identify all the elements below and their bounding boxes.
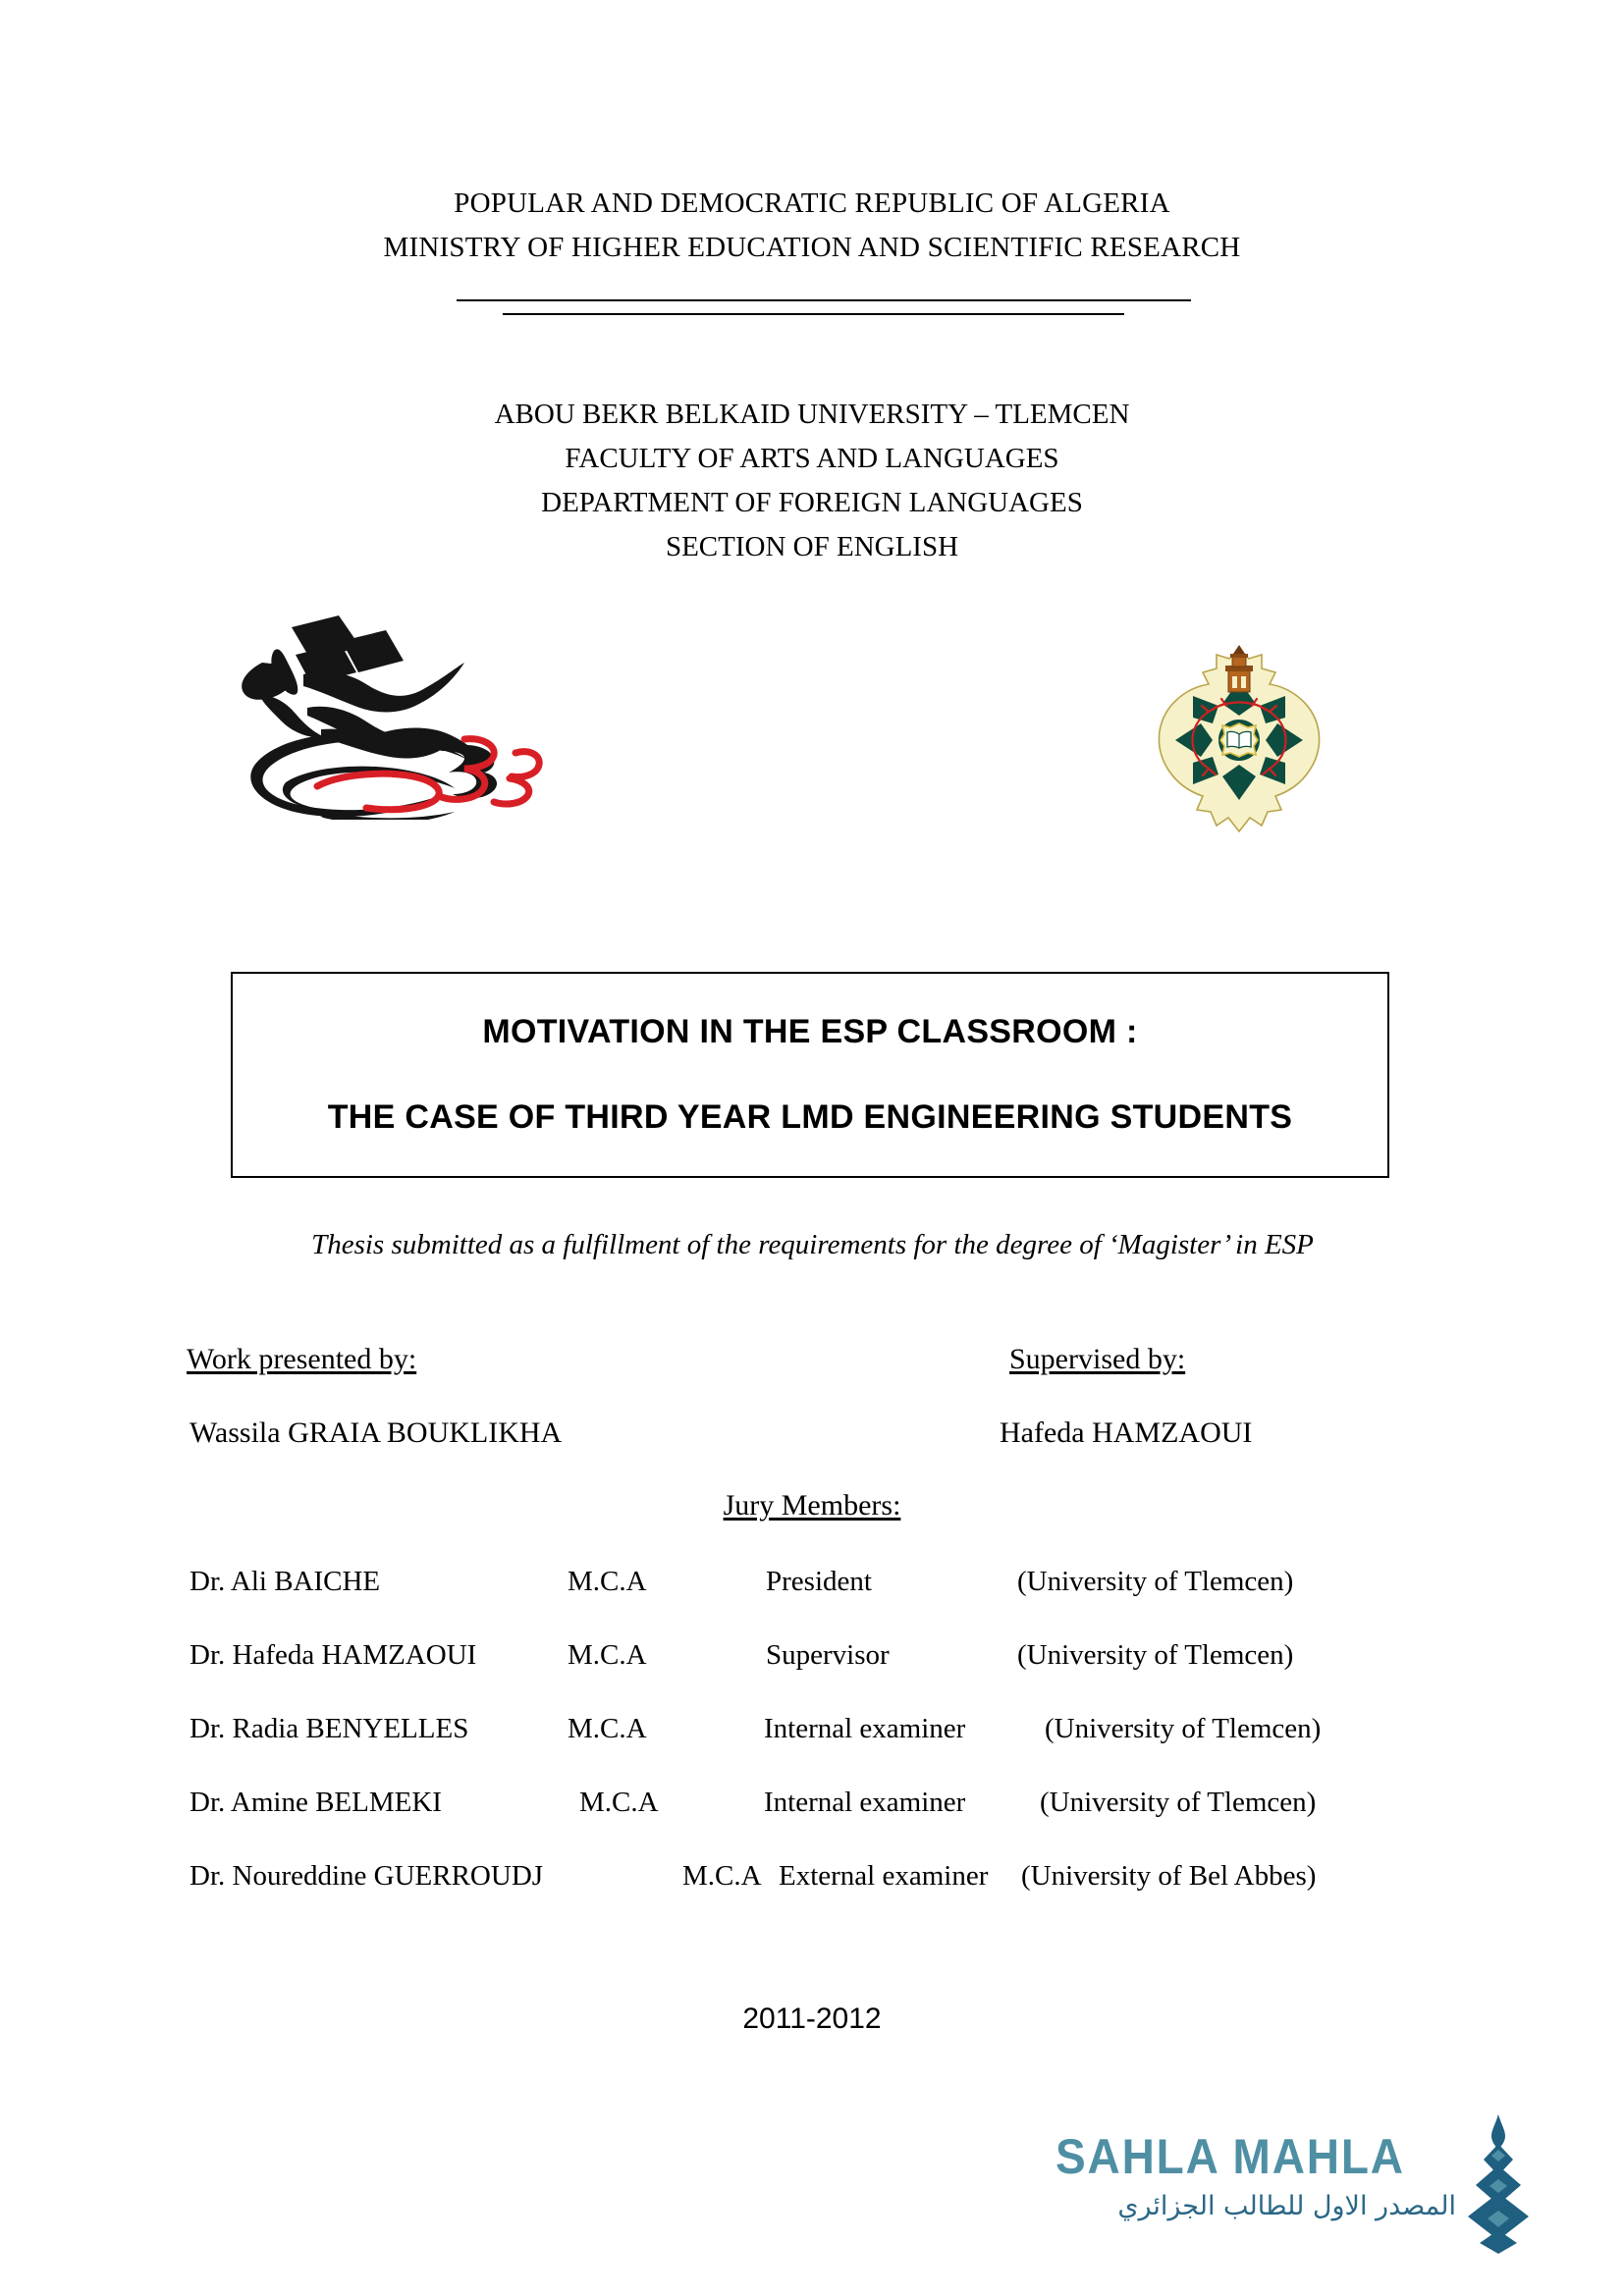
institution-line-department: DEPARTMENT OF FOREIGN LANGUAGES [541,487,1083,518]
author-name: Wassila GRAIA BOUKLIKHA [189,1416,563,1449]
ministry-header [0,182,1624,270]
thesis-title-line-2: THE CASE OF THIRD YEAR LMD ENGINEERING STUDENTS [327,1098,1293,1136]
jury-member-affiliation: (University of Tlemcen) [1017,1566,1294,1597]
ministry-header-line-2: MINISTRY OF HIGHER EDUCATION AND SCIENTIFIC RESEARCH [383,232,1241,263]
supervisor-name: Hafeda HAMZAOUI [1000,1416,1253,1449]
supervised-by-label: Supervised by: [1009,1343,1186,1375]
jury-member-grade: M.C.A [568,1639,647,1671]
jury-member-name: Dr. Noureddine GUERROUDJ [189,1860,544,1892]
jury-member-row [0,1713,1624,1787]
institution-line-faculty: FACULTY OF ARTS AND LANGUAGES [565,443,1059,474]
credits-names-row [0,1416,1624,1460]
jury-member-role: Internal examiner [764,1713,966,1744]
jury-members-heading-text: Jury Members: [723,1489,901,1522]
jury-member-row [0,1787,1624,1860]
jury-member-grade: M.C.A [682,1860,762,1892]
institution-line-university: ABOU BEKR BELKAID UNIVERSITY – TLEMCEN [494,399,1130,430]
thesis-title-box [231,972,1389,1178]
jury-member-grade: M.C.A [568,1713,647,1744]
header-divider-lower [503,313,1124,315]
jury-member-name: Dr. Hafeda HAMZAOUI [189,1639,477,1671]
jury-member-role: External examiner [779,1860,989,1892]
university-emblem-icon [1154,643,1326,839]
header-divider-upper [457,299,1191,301]
dolas-brush-logo-icon [201,614,565,820]
academic-year: 2011-2012 [742,2002,882,2035]
jury-member-affiliation: (University of Tlemcen) [1045,1713,1322,1744]
jury-member-name: Dr. Amine BELMEKI [189,1787,442,1818]
work-presented-by-label: Work presented by: [187,1343,417,1375]
jury-member-role: President [766,1566,872,1597]
jury-member-row [0,1860,1624,1934]
jury-member-name: Dr. Ali BAICHE [189,1566,381,1597]
jury-member-row [0,1639,1624,1713]
jury-members-list [0,1566,1624,1934]
jury-member-role: Supervisor [766,1639,890,1671]
jury-member-affiliation: (University of Tlemcen) [1040,1787,1317,1818]
ministry-header-line-1: POPULAR AND DEMOCRATIC REPUBLIC OF ALGERIA [454,187,1170,219]
sahla-mahla-watermark [1056,2120,1546,2258]
watermark-arabic-tagline: المصدر الاول للطالب الجزائري [1117,2191,1456,2221]
institution-header [0,393,1624,569]
thesis-submission-statement: Thesis submitted as a fulfillment of the requirements for the degree of ‘Magister’ in ESP [311,1229,1314,1260]
jury-member-grade: M.C.A [579,1787,659,1818]
jury-member-affiliation: (University of Tlemcen) [1017,1639,1294,1671]
header-divider-group [0,299,1624,315]
jury-member-row [0,1566,1624,1639]
institution-line-section: SECTION OF ENGLISH [665,531,959,562]
jury-member-name: Dr. Radia BENYELLES [189,1713,469,1744]
jury-member-affiliation: (University of Bel Abbes) [1021,1860,1317,1892]
watermark-minaret-icon [1456,2114,1541,2254]
jury-members-heading [0,1489,1624,1522]
watermark-wordmark: SAHLA MAHLA [1056,2129,1405,2184]
jury-member-grade: M.C.A [568,1566,647,1597]
credits-labels-row [0,1343,1624,1386]
thesis-title-line-1: MOTIVATION IN THE ESP CLASSROOM : [482,1013,1138,1050]
jury-member-role: Internal examiner [764,1787,966,1818]
